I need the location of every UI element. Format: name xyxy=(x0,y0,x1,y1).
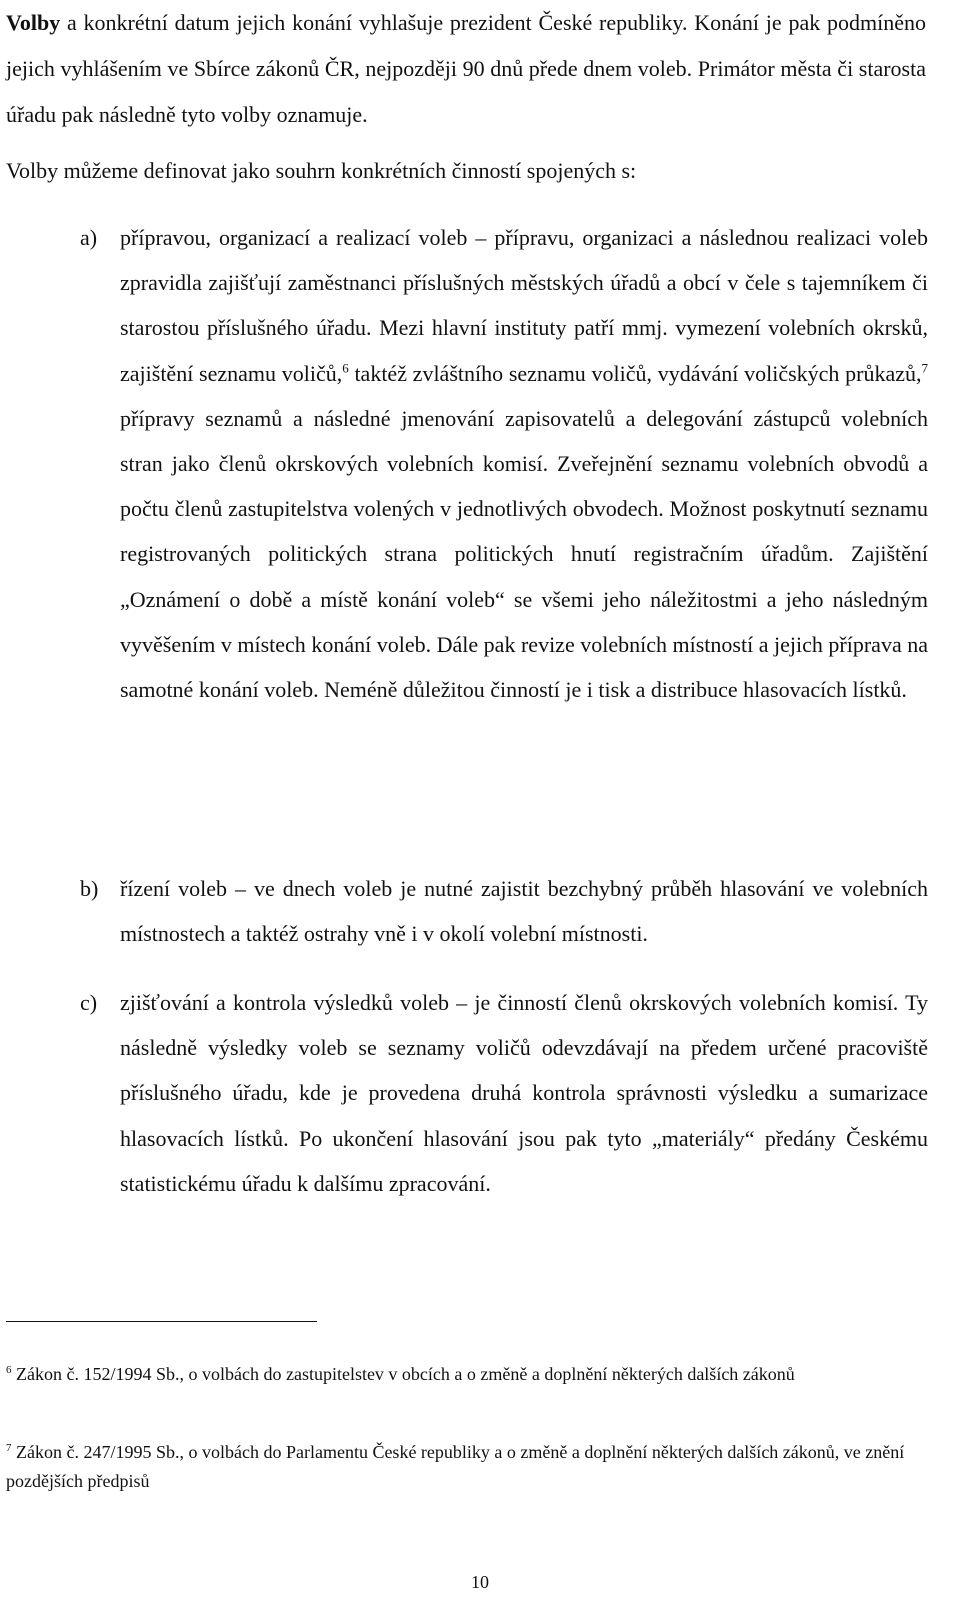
footnote-6-text: Zákon č. 152/1994 Sb., o volbách do zastupitelstev v obcích a o změně a doplnění některých dalších zákonů xyxy=(11,1364,795,1384)
footnote-7-number: 7 xyxy=(6,1442,12,1454)
list-item-a-part-2: taktéž zvláštního seznamu voličů, vydávání voličských průkazů, xyxy=(348,360,922,386)
list-item-a-part-1: přípravou, organizací a realizací voleb – přípravu, organizaci a následnou realizaci voleb zpravidla zajišťují zaměstnanci příslušných městských úřadů a obcí v čele s tajemníkem či starostou příslušného úřadu. Mezi hlavní instituty patří mmj. vymezení volebních okrsků, zajištění seznamu voličů, xyxy=(120,225,928,386)
footnote-7-text: Zákon č. 247/1995 Sb., o volbách do Parlamentu České republiky a o změně a doplnění některých dalších zákonů, ve znění pozdějších předpisů xyxy=(6,1442,905,1491)
list-item-a xyxy=(80,215,928,712)
footnote-ref-7: 7 xyxy=(921,360,929,376)
list-marker-c: c) xyxy=(80,990,98,1015)
intro-first-word: Volby xyxy=(6,10,61,35)
list-item-a-part-3: přípravy seznamů a následné jmenování zapisovatelů a delegování zástupců volebních stran jako členů okrskových volebních komisí. Zveřejnění seznamu volebních obvodů a počtu členů zastupitelstva volených v jednotlivých obvodech. Možnost poskytnutí seznamu registrovaných politických strana politických hnutí registračním úřadům. Zajištění „Oznámení o době a místě konání voleb“ se všemi jeho náležitostmi a jeho následným vyvěšením v místech konání voleb. Dále pak revize volebních místností a jejich příprava na samotné konání voleb. Neméně důležitou činností je i tisk a distribuce hlasovacích lístků. xyxy=(120,405,928,703)
list-item-b xyxy=(80,866,928,956)
footnote-separator xyxy=(6,1321,317,1322)
intro-text: a konkrétní datum jejich konání vyhlašuje prezident České republiky. Konání je pak podmíněno jejich vyhlášením ve Sbírce zákonů ČR, nejpozději 90 dnů přede dnem voleb. Primátor města či starosta úřadu pak následně tyto volby oznamuje. xyxy=(6,10,926,127)
footnote-6-number: 6 xyxy=(6,1364,12,1376)
list-marker-b: b) xyxy=(80,876,99,901)
list-item-c-text: zjišťování a kontrola výsledků voleb – je činností členů okrskových volebních komisí. Ty následně výsledky voleb se seznamy voličů odevzdávají na předem určené pracoviště příslušného úřadu, kde je provedena druhá kontrola správnosti výsledku a sumarizace hlasovacích lístků. Po ukončení hlasování jsou pak tyto „materiály“ předány Českému statistickému úřadu k dalšímu zpracování. xyxy=(120,990,928,1196)
list-item-b-text: řízení voleb – ve dnech voleb je nutné zajistit bezchybný průběh hlasování ve volebních místnostech a taktéž ostrahy vně i v okolí volební místnosti. xyxy=(120,876,928,947)
footnote-ref-6: 6 xyxy=(342,360,349,376)
list-marker-a: a) xyxy=(80,225,98,250)
page-number: 10 xyxy=(471,1572,489,1592)
list-item-c xyxy=(80,980,928,1206)
intro-paragraph xyxy=(6,0,926,138)
footnote-6 xyxy=(6,1360,926,1389)
footnote-7 xyxy=(6,1438,926,1496)
list-item-a-text xyxy=(120,215,928,712)
lead-paragraph: Volby můžeme definovat jako souhrn konkrétních činností spojených s: xyxy=(6,158,637,183)
